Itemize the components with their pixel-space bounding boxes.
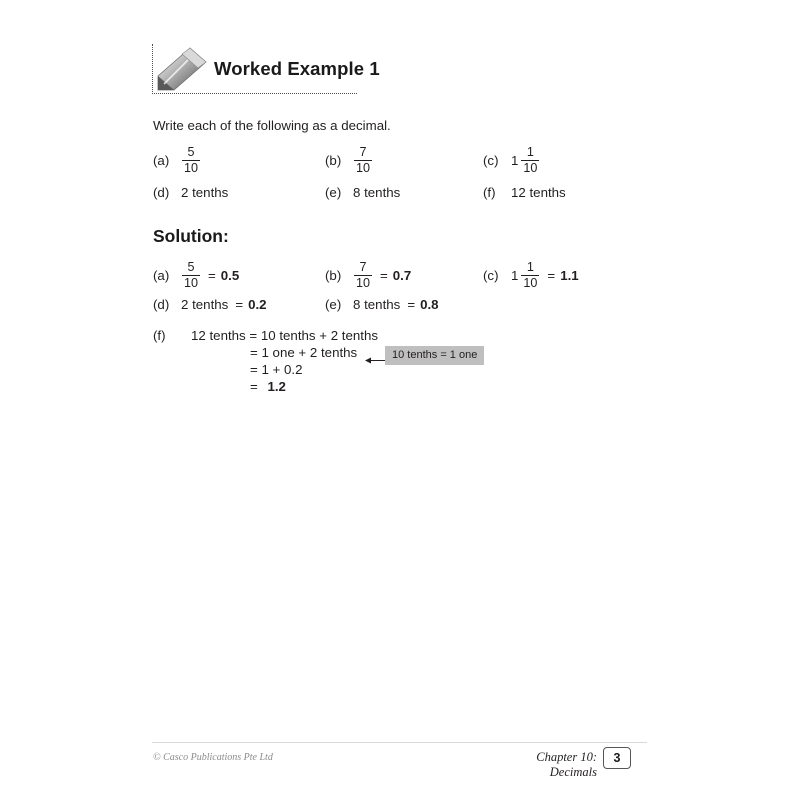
solution-d-answer: 0.2 [248,297,267,312]
solution-c-answer: 1.1 [560,267,579,283]
solution-e-label: (e) [325,297,342,312]
question-c-label: (c) [483,152,499,168]
denominator: 10 [523,160,538,175]
question-c [483,146,540,175]
fraction-part [521,146,539,175]
solution-f-answer: 1.2 [267,379,286,394]
denominator: 10 [184,275,199,290]
fraction-part [521,261,539,290]
page-number: 3 [603,747,631,769]
question-a-label: (a) [153,152,170,168]
solution-a-fraction [182,261,200,290]
solution-b-label: (b) [325,267,342,283]
question-b-label: (b) [325,152,342,168]
page-title: Worked Example 1 [214,58,380,79]
chapter-label: Chapter 10: Decimals [536,750,597,779]
copyright-text: © Casco Publications Pte Ltd [153,752,273,763]
solution-e-text: 8 tenths [353,297,401,312]
question-a-fraction [182,146,200,175]
solution-f-line-1: 12 tenths = 10 tenths + 2 tenths [191,328,379,343]
solution-f-working [153,328,378,396]
whole-part: 1 [511,152,519,168]
question-f-text: 12 tenths [511,185,566,200]
numerator: 7 [359,145,367,159]
solution-a [153,261,239,290]
denominator: 10 [184,160,199,175]
equals-sign: = [407,297,416,312]
question-f [483,185,566,200]
equals-sign: = [235,297,244,312]
denominator: 10 [356,275,371,290]
intro-text: Write each of the following as a decimal. [153,118,391,133]
question-c-mixed-number [511,146,540,175]
callout-note: 10 tenths = 1 one [385,346,484,365]
solution-f-line-3: = 1 + 0.2 [250,362,303,377]
question-f-label: (f) [483,185,496,200]
solution-c [483,261,579,290]
solution-b-fraction [354,261,372,290]
question-d-text: 2 tenths [181,185,229,200]
numerator: 1 [526,260,534,274]
question-b [325,146,373,175]
denominator: 10 [523,275,538,290]
question-e-text: 8 tenths [353,185,401,200]
solution-c-mixed-number [511,261,540,290]
solution-c-label: (c) [483,267,499,283]
question-e-label: (e) [325,185,342,200]
solution-e-answer: 0.8 [420,297,439,312]
solution-a-answer: 0.5 [220,267,240,283]
solution-e [325,297,439,312]
denominator: 10 [356,160,371,175]
pencil-icon [154,46,210,92]
numerator: 7 [359,260,367,274]
solution-heading: Solution: [153,226,229,246]
solution-d-text: 2 tenths [181,297,229,312]
numerator: 5 [187,145,195,159]
question-d-label: (d) [153,185,170,200]
numerator: 1 [526,145,534,159]
footer-divider [152,742,647,743]
question-a [153,146,201,175]
solution-d [153,297,267,312]
equals-sign: = [547,267,556,283]
solution-f-line-4 [250,379,378,396]
solution-f-label: (f) [153,328,166,343]
question-d [153,185,228,200]
solution-b-answer: 0.7 [392,267,412,283]
solution-a-label: (a) [153,267,170,283]
equals-sign: = [380,267,388,283]
numerator: 5 [187,260,195,274]
whole-part: 1 [511,267,519,283]
solution-b [325,261,411,290]
callout-arrow-icon [365,352,385,361]
worked-example-header [152,44,380,98]
equals-sign: = [208,267,216,283]
question-b-fraction [354,146,372,175]
equals-sign: = [250,379,258,394]
solution-f-line-2: = 1 one + 2 tenths [250,345,358,360]
question-e [325,185,400,200]
solution-d-label: (d) [153,297,170,312]
